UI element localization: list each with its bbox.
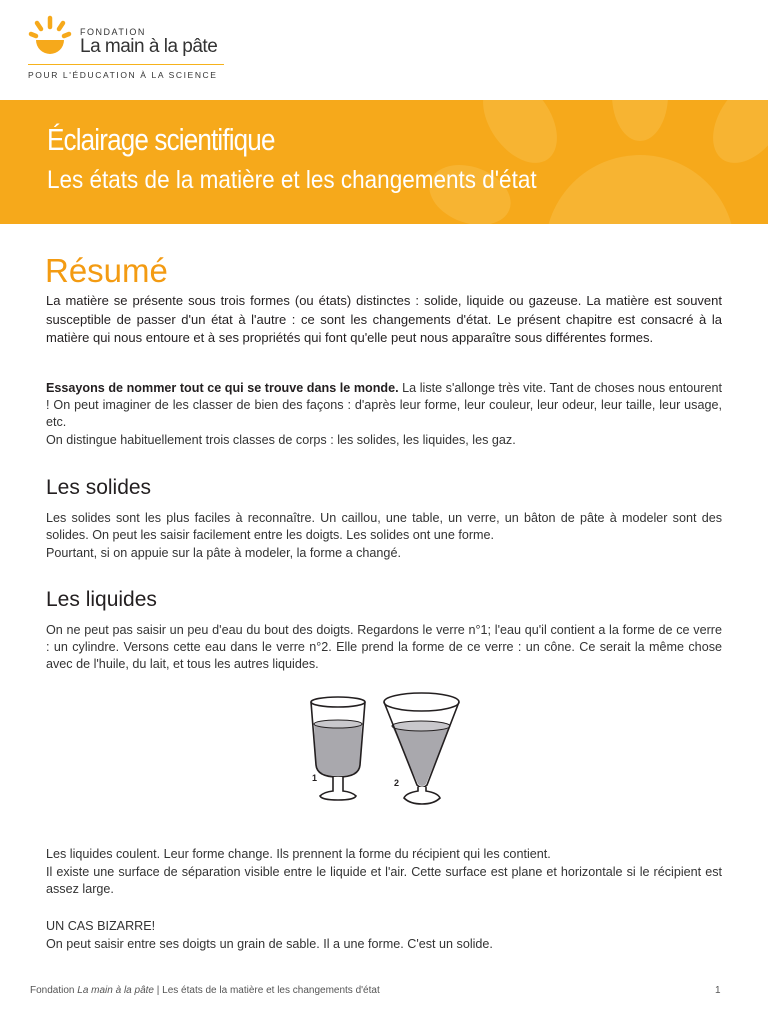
logo-foundation-label: FONDATION xyxy=(80,27,146,37)
bizarre-text: On peut saisir entre ses doigts un grain de sable. Il a une forme. C'est un solide. xyxy=(46,937,493,951)
resume-lead-paragraph xyxy=(46,380,722,431)
resume-classes: On distingue habituellement trois classes de corps : les solides, les liquides, les gaz. xyxy=(46,433,516,447)
banner-title: Éclairage scientifique xyxy=(47,122,275,157)
glass-1-label: 1 xyxy=(312,773,318,783)
logo-name: La main à la pâte xyxy=(80,36,218,57)
footer-foundation-name: La main à la pâte xyxy=(77,985,154,996)
solides-paragraph-2: Pourtant, si on appuie sur la pâte à modeler, la forme a changé. xyxy=(46,546,401,560)
resume-lead-bold: Essayons de nommer tout ce qui se trouve dans le monde. xyxy=(46,381,399,395)
page-footer xyxy=(30,985,722,996)
logo-divider xyxy=(28,64,224,65)
banner-sun-decoration xyxy=(0,100,768,224)
footer-document-title: | Les états de la matière et les changements d'état xyxy=(153,985,380,996)
resume-heading: Résumé xyxy=(45,252,168,289)
liquides-paragraph-3: Il existe une surface de séparation visible entre le liquide et l'air. Cette surface est plane et horizontale si le récipient est assez large. xyxy=(46,865,722,896)
glasses-drawing xyxy=(302,688,462,818)
glass-2-label: 2 xyxy=(394,778,400,788)
resume-intro: La matière se présente sous trois formes (ou états) distinctes : solide, liquide ou gazeuse. La matière est souvent susceptible de passer d'un état à l'autre : ce sont les changements d'état. Le présent chapitre est consacré à la matière qui nous entoure et à ses propriétés qui font qu'elle peut nous apparaître sous différentes formes. xyxy=(46,293,722,345)
page-number: 1 xyxy=(715,985,721,996)
liquides-paragraph-1: On ne peut pas saisir un peu d'eau du bout des doigts. Regardons le verre n°1; l'eau qu'il contient a la forme de ce verre : un cylindre. Versons cette eau dans le verre n°2. Elle prend la forme de ce verre : un cône. Ce serait la même chose avec de l'huile, du lait, et tous les autres liquides. xyxy=(46,623,722,671)
solides-heading: Les solides xyxy=(46,476,152,499)
bizarre-title: UN CAS BIZARRE! xyxy=(46,919,156,933)
solides-paragraph-1: Les solides sont les plus faciles à reconnaître. Un caillou, une table, un verre, un bâton de pâte à modeler sont des solides. On peut les saisir facilement entre les doigts. Les solides ont une forme. xyxy=(46,511,722,542)
header-banner xyxy=(0,100,768,224)
foundation-logo xyxy=(28,14,228,86)
resume-lead-text: La liste s'allonge très vite. Tant de choses nous entourent ! On peut imaginer de les classer de bien des façons : d'après leur forme, leur couleur, leur odeur, leur taille, leur usage, etc. xyxy=(46,381,723,429)
banner-subtitle: Les états de la matière et les changements d'état xyxy=(47,166,537,194)
glass-1-cylinder xyxy=(311,697,365,800)
liquides-heading: Les liquides xyxy=(46,588,157,611)
logo-tagline: POUR L'ÉDUCATION À LA SCIENCE xyxy=(28,70,218,80)
footer-prefix: Fondation xyxy=(30,985,78,996)
sun-icon xyxy=(28,14,78,64)
glasses-illustration xyxy=(302,688,462,818)
liquides-paragraph-2: Les liquides coulent. Leur forme change. Ils prennent la forme du récipient qui les contient. xyxy=(46,847,551,861)
